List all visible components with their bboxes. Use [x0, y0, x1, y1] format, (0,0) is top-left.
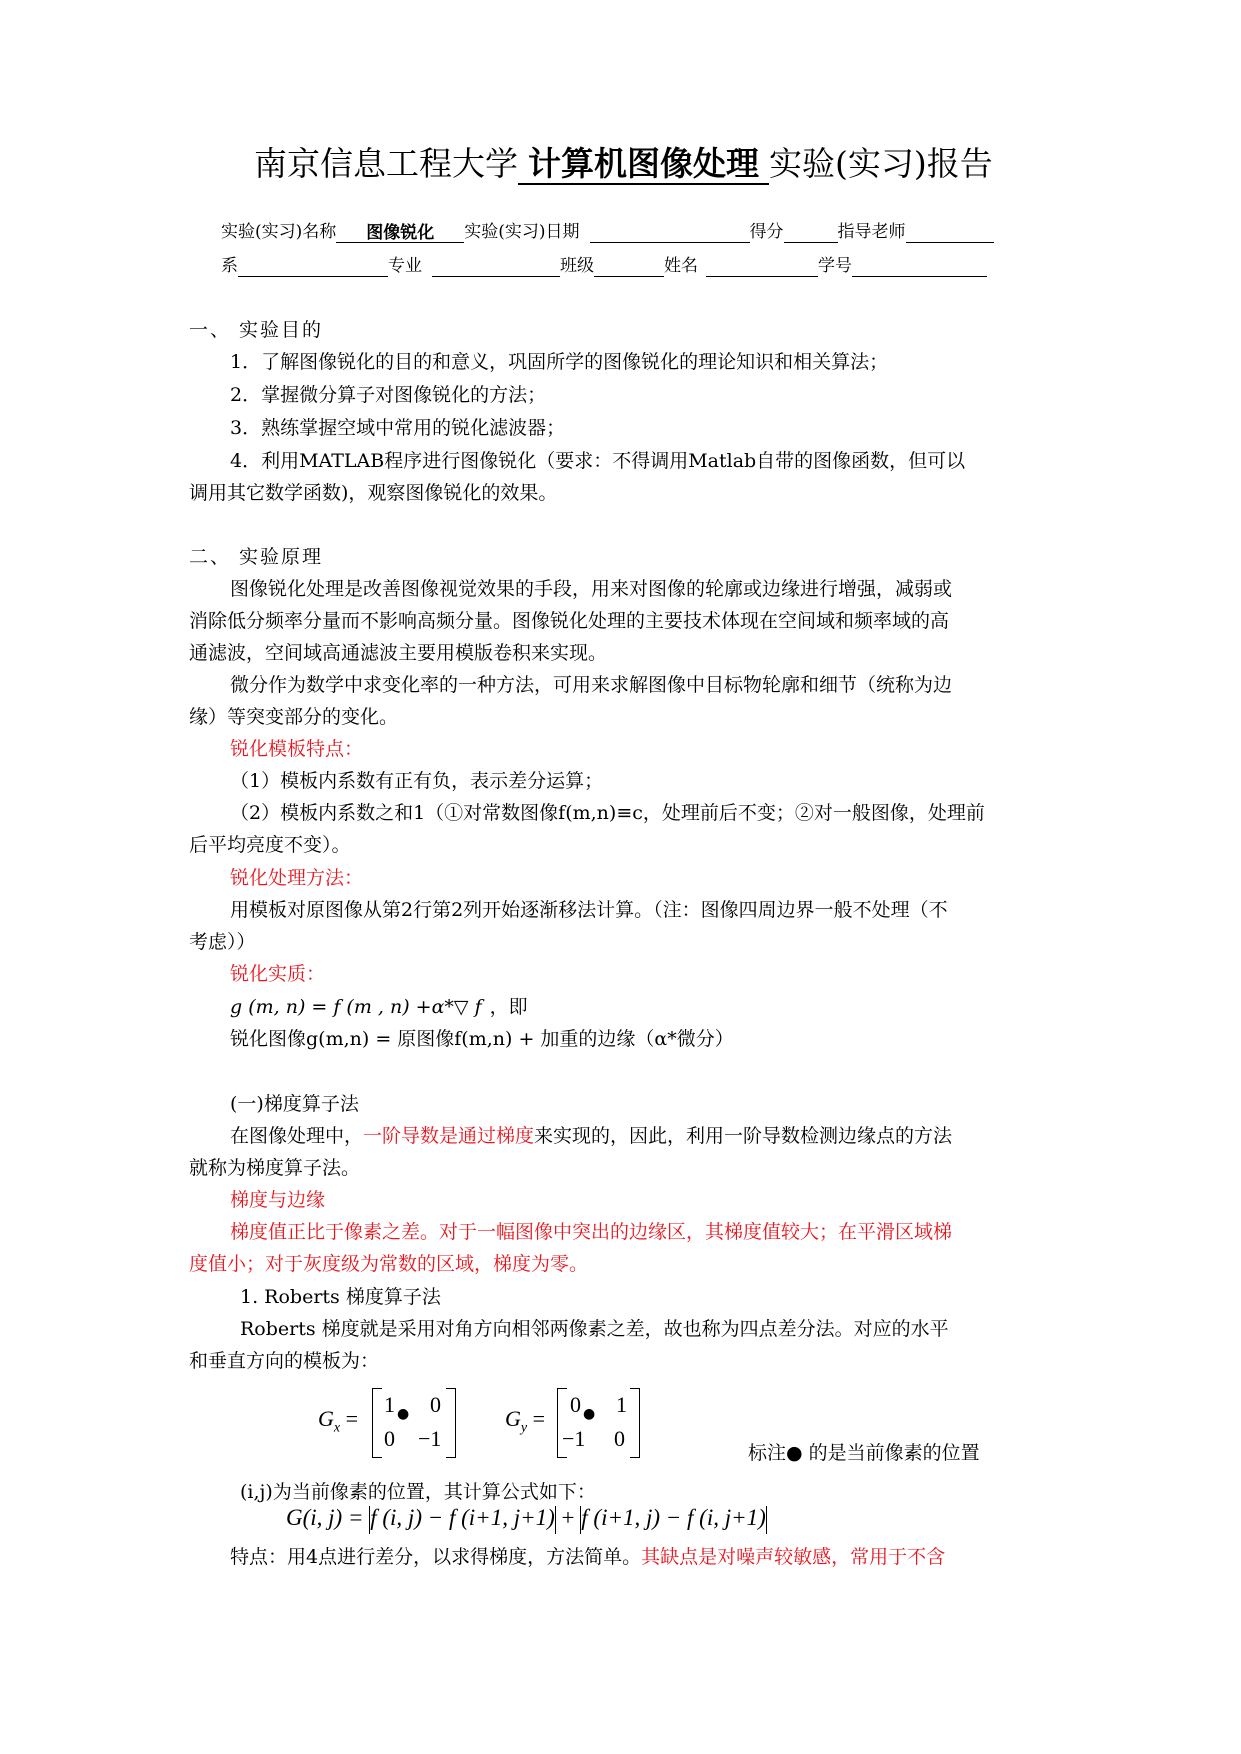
objective-item-3: 3．熟练掌握空域中常用的锐化滤波器；	[230, 417, 566, 439]
student-name-label: 姓名	[664, 256, 698, 276]
essence-heading: 锐化实质：	[230, 963, 326, 985]
principle-p1-line1: 图像锐化处理是改善图像视觉效果的手段，用来对图像的轮廓或边缘进行增强，减弱或	[230, 578, 953, 600]
template-item-2: （2）模板内系数之和1（①对常数图像f(m,n)≡c，处理前后不变；②对一般图像，处理前	[230, 802, 985, 824]
experiment-date-field	[590, 222, 750, 243]
gradient-p-suffix: 来实现的，因此，利用一阶导数检测边缘点的方法	[534, 1125, 953, 1147]
current-pixel-marker: ●	[397, 1406, 410, 1422]
gx-bracket-left	[372, 1388, 382, 1458]
header-row-1	[221, 221, 994, 243]
class-label: 班级	[560, 256, 594, 276]
gx-cell-01: 0	[430, 1392, 441, 1417]
feature-line	[230, 1545, 945, 1569]
title-report: 实验(实习)报告	[769, 144, 993, 183]
marker-note: 标注● 的是当前像素的位置	[748, 1442, 980, 1464]
gy-cell-11: 0	[614, 1426, 625, 1451]
gx-label: $G_x$ =	[318, 1406, 359, 1436]
student-id-field	[852, 256, 987, 277]
objective-item-1: 1．了解图像锐化的目的和意义，巩固所学的图像锐化的理论知识和相关算法；	[230, 351, 889, 373]
section-2-heading: 二、 实验原理	[189, 546, 324, 568]
student-name-field	[706, 256, 818, 277]
score-field	[784, 222, 838, 243]
objective-item-4-cont: 调用其它数学函数)，观察图像锐化的效果。	[189, 482, 558, 504]
roberts-formula	[286, 1505, 767, 1534]
formula-plus: +	[561, 1505, 575, 1530]
gradient-heading: (一)梯度算子法	[230, 1093, 359, 1115]
formula-term-1: f (i, j) − f (i+1, j+1)	[370, 1505, 555, 1530]
current-pixel-marker-gy: ●	[583, 1406, 596, 1422]
title-course: 计算机图像处理	[518, 144, 769, 185]
section-1-heading: 一、 实验目的	[189, 319, 324, 341]
roberts-line-2: 和垂直方向的模板为：	[189, 1350, 380, 1372]
teacher-label: 指导老师	[837, 222, 906, 242]
experiment-name-value: 图像锐化	[336, 222, 464, 243]
formula-term-2: f (i+1, j) − f (i, j+1)	[581, 1505, 766, 1530]
department-field	[238, 256, 388, 277]
pixel-position-line: (i,j)为当前像素的位置，其计算公式如下：	[240, 1481, 596, 1503]
roberts-line-1: Roberts 梯度就是采用对角方向相邻两像素之差，故也称为四点差分法。对应的水平	[240, 1318, 949, 1340]
header-row-2	[221, 255, 987, 277]
essence-formula-row	[230, 995, 528, 1019]
essence-formula: g (m, n) = f (m , n) +α*▽ f	[230, 996, 482, 1018]
gx-cell-10: 0	[384, 1426, 395, 1451]
gradient-p-line2: 就称为梯度算子法。	[189, 1157, 361, 1179]
gy-bracket-right	[630, 1388, 640, 1458]
method-line-2: 考虑））	[189, 931, 256, 953]
formula-lhs: G(i, j) =	[286, 1505, 364, 1530]
objective-item-4: 4．利用MATLAB程序进行图像锐化（要求：不得调用Matlab自带的图像函数，但可以	[230, 450, 966, 472]
roberts-heading: 1. Roberts 梯度算子法	[240, 1286, 441, 1308]
class-field	[594, 256, 664, 277]
gx-cell-00: 1	[384, 1392, 395, 1417]
template-item-2-cont: 后平均亮度不变）。	[189, 834, 351, 856]
gradient-p-prefix: 在图像处理中，	[230, 1125, 364, 1147]
title-university: 南京信息工程大学	[254, 144, 518, 183]
gy-cell-00: 0	[570, 1392, 581, 1417]
student-id-label: 学号	[818, 256, 852, 276]
page-title	[254, 144, 993, 184]
feature-red: 其缺点是对噪声较敏感，常用于不含	[641, 1546, 946, 1568]
template-item-1: （1）模板内系数有正有负，表示差分运算；	[230, 770, 604, 792]
score-label: 得分	[749, 222, 784, 242]
experiment-name-label: 实验(实习)名称	[221, 222, 337, 242]
abs-bar	[766, 1506, 767, 1534]
teacher-field	[906, 222, 994, 243]
principle-p1-line2: 消除低分频率分量而不影响高频分量。图像锐化处理的主要技术体现在空间域和频率域的高	[189, 610, 950, 632]
gradient-p-line1	[230, 1124, 952, 1148]
feature-prefix: 特点：用4点进行差分，以求得梯度，方法简单。	[230, 1546, 642, 1568]
major-label: 专业	[388, 256, 422, 276]
edge-line-1: 梯度值正比于像素之差。对于一幅图像中突出的边缘区，其梯度值较大；在平滑区域梯	[230, 1221, 953, 1243]
method-line-1: 用模板对原图像从第2行第2列开始逐渐移法计算。（注：图像四周边界一般不处理（不	[230, 899, 948, 921]
principle-p1-line3: 通滤波，空间域高通滤波主要用模版卷积来实现。	[189, 642, 608, 664]
experiment-date-label: 实验(实习)日期	[464, 222, 580, 242]
method-heading: 锐化处理方法：	[230, 867, 364, 889]
abs-bar	[555, 1506, 556, 1534]
gy-cell-01: 1	[616, 1392, 627, 1417]
department-label: 系	[221, 256, 238, 276]
gx-cell-11: −1	[418, 1426, 442, 1451]
edge-heading: 梯度与边缘	[230, 1189, 326, 1211]
essence-line: 锐化图像g(m,n) = 原图像f(m,n) + 加重的边缘（α*微分）	[230, 1028, 734, 1050]
template-heading: 锐化模板特点：	[230, 738, 364, 760]
gx-bracket-right	[446, 1388, 456, 1458]
objective-item-2: 2．掌握微分算子对图像锐化的方法；	[230, 384, 547, 406]
gy-cell-10: −1	[562, 1426, 586, 1451]
gy-label: $G_y$ =	[505, 1406, 546, 1436]
principle-p2-line2: 缘）等突变部分的变化。	[189, 706, 399, 728]
edge-line-2: 度值小；对于灰度级为常数的区域，梯度为零。	[189, 1253, 589, 1275]
gradient-p-red: 一阶导数是通过梯度	[363, 1125, 535, 1147]
major-field	[432, 256, 560, 277]
essence-formula-suffix: ，即	[489, 996, 528, 1018]
principle-p2-line1: 微分作为数学中求变化率的一种方法，可用来求解图像中目标物轮廓和细节（统称为边	[230, 674, 953, 696]
